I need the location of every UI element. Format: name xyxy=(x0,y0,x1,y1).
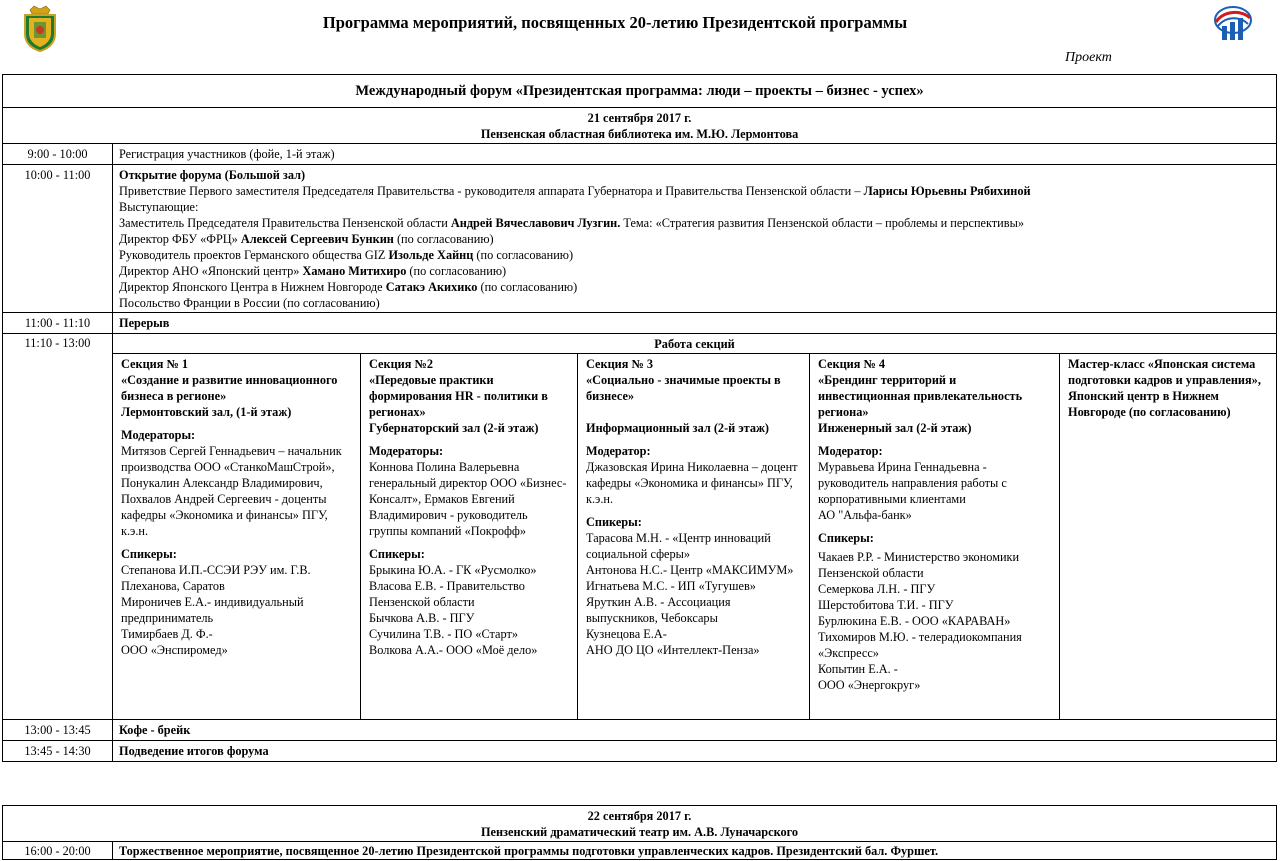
speaker-note: (по согласованию) xyxy=(477,280,578,294)
master-class xyxy=(1060,354,1277,720)
break-text: Перерыв xyxy=(113,313,1277,334)
table-row xyxy=(3,313,1277,334)
coffee-time: 13:00 - 13:45 xyxy=(3,720,113,741)
speaker-role: Директор Японского Центра в Нижнем Новгороде xyxy=(119,280,386,294)
moderators-list: Митязов Сергей Геннадьевич – начальник производства ООО «СтанкоМашСтрой», Понукалин Александр Владимирович, Похвалов Андрей Сергеевич - доценты кафедры «Экономика и финансы» ПГУ, к.э.н. xyxy=(121,444,342,538)
speaker-name: Изольде Хайнц xyxy=(388,248,474,262)
day2-date: 22 сентября 2017 г. xyxy=(587,809,692,823)
table-row xyxy=(3,144,1277,165)
opening-greeting xyxy=(119,183,1270,199)
speaker-topic: Тема: «Стратегия развития Пензенской области – проблемы и перспективы» xyxy=(620,216,1024,230)
speaker-line xyxy=(119,263,1270,279)
section-heading: Секция № 3 «Социально - значимые проекты в бизнесе» Информационный зал (2-й этаж) xyxy=(586,357,781,435)
speaker-name: Хамано Митихиро xyxy=(302,264,407,278)
opening-details xyxy=(113,165,1277,313)
speakers-list: Чакаев Р.Р. - Министерство экономики Пензенской области Семеркова Л.Н. - ПГУ Шерстобитова Т.И. - ПГУ Бурлюкина Е.В. - ООО «КАРАВАН» Тихомиров М.Ю. - телерадиокомпания «Экспресс» Копытин Е.А. - ООО «Энергокруг» xyxy=(818,550,1022,692)
break-time: 11:00 - 11:10 xyxy=(3,313,113,334)
moderators-label: Модератор: xyxy=(586,444,651,458)
sections-row xyxy=(3,354,1277,720)
table-row xyxy=(3,842,1277,860)
speakers-list: Брыкина Ю.А. - ГК «Русмолко» Власова Е.В. - Правительство Пензенской области Бычкова А.В. - ПГУ Сучилина Т.В. - ПО «Старт» Волкова А.А.- ООО «Моё дело» xyxy=(369,563,538,657)
greeting-text: Приветствие Первого заместителя Председателя Правительства - руководителя аппарата Губернатора и Правительства Пензенской области – xyxy=(119,184,864,198)
summary-text: Подведение итогов форума xyxy=(113,741,1277,762)
presidential-program-logo-icon xyxy=(1208,4,1258,44)
speakers-label: Спикеры: xyxy=(369,547,425,561)
day1-date: 21 сентября 2017 г. xyxy=(587,111,692,125)
section-heading: Секция № 4 «Брендинг территорий и инвестиционная привлекательность региона» Инженерный зал (2-й этаж) xyxy=(818,357,1023,435)
forum-schedule-table xyxy=(2,74,1277,762)
day2-venue: Пензенский драматический театр им. А.В. Луначарского xyxy=(480,825,799,839)
forum-title: Международный форум «Президентская программа: люди – проекты – бизнес - успех» xyxy=(3,75,1277,108)
day1-header xyxy=(3,108,1277,144)
registration-time: 9:00 - 10:00 xyxy=(3,144,113,165)
sections-title: Работа секций xyxy=(113,334,1277,354)
page-title: Программа мероприятий, посвященных 20-летию Президентской программы xyxy=(322,13,908,32)
speaker-name: Сатакэ Акихико xyxy=(385,280,478,294)
table-row xyxy=(3,334,1277,354)
table-row xyxy=(3,741,1277,762)
table-row xyxy=(3,165,1277,313)
gala-text: Торжественное мероприятие, посвященное 20-летию Президентской программы подготовки управленческих кадров. Президентский бал. Фуршет. xyxy=(113,842,1277,860)
day1-venue: Пензенская областная библиотека им. М.Ю. Лермонтова xyxy=(480,127,799,141)
moderators-list: Коннова Полина Валерьевна генеральный директор ООО «Бизнес-Консалт», Ермаков Евгений Владимирович - руководитель группы компаний «Покрофф» xyxy=(369,460,567,538)
section-heading: Секция № 1 «Создание и развитие инновационного бизнеса в регионе» Лермонтовский зал, (1-й этаж) xyxy=(121,357,338,419)
coffee-text: Кофе - брейк xyxy=(113,720,1277,741)
speakers-label: Выступающие: xyxy=(119,200,199,214)
speaker-note: (по согласованию) xyxy=(406,264,507,278)
day2-header xyxy=(3,806,1277,842)
section-1 xyxy=(113,354,361,720)
speakers-label: Спикеры: xyxy=(818,531,874,545)
summary-time: 13:45 - 14:30 xyxy=(3,741,113,762)
speaker-line xyxy=(119,215,1270,231)
moderators-label: Модераторы: xyxy=(369,444,444,458)
speaker-role: Руководитель проектов Германского общества GIZ xyxy=(119,248,389,262)
speaker-role: Директор АНО «Японский центр» xyxy=(119,264,303,278)
speakers-list: Тарасова М.Н. - «Центр инноваций социальной сферы» Антонова Н.С.- Центр «МАКСИМУМ» Игнатьева М.С. - ИП «Тугушев» Яруткин А.В. - Ассоциация выпускников, Чебоксары Кузнецова Е.А- АНО ДО ЦО «Интеллект-Пенза» xyxy=(586,531,794,657)
speaker-note: (по согласованию) xyxy=(393,232,494,246)
section-2 xyxy=(361,354,578,720)
sections-time: 11:10 - 13:00 xyxy=(3,334,113,720)
registration-text: Регистрация участников (фойе, 1-й этаж) xyxy=(113,144,1277,165)
section-3 xyxy=(578,354,810,720)
speaker-name: Андрей Вячеславович Лузгин. xyxy=(450,216,621,230)
opening-time: 10:00 - 11:00 xyxy=(3,165,113,313)
section-heading: Мастер-класс «Японская система подготовки кадров и управления», Японский центр в Нижнем Новгороде (по согласованию) xyxy=(1068,357,1261,419)
moderators-label: Модератор: xyxy=(818,444,883,458)
table-row xyxy=(3,720,1277,741)
speakers-list: Степанова И.П.-ССЭИ РЭУ им. Г.В. Плеханова, Саратов Мироничев Е.А.- индивидуальный предприниматель Тимирбаев Д. Ф.- ООО «Энспиромед» xyxy=(121,563,311,657)
speaker-line xyxy=(119,279,1270,295)
section-4 xyxy=(810,354,1060,720)
speaker-line xyxy=(119,231,1270,247)
section-heading: Секция №2 «Передовые практики формирования HR - политики в регионах» Губернаторский зал (2-й этаж) xyxy=(369,357,548,435)
speaker-line xyxy=(119,247,1270,263)
gala-time: 16:00 - 20:00 xyxy=(3,842,113,860)
speaker-name: Алексей Сергеевич Бункин xyxy=(240,232,394,246)
speaker-role: Директор ФБУ «ФРЦ» xyxy=(119,232,241,246)
speakers-label: Спикеры: xyxy=(586,515,642,529)
opening-title: Открытие форума (Большой зал) xyxy=(119,168,306,182)
speaker-line: Посольство Франции в России (по согласованию) xyxy=(119,296,380,310)
moderators-list: Муравьева Ирина Геннадьевна - руководитель направления работы с корпоративными клиентами АО "Альфа-банк» xyxy=(818,460,1007,522)
speakers-label: Спикеры: xyxy=(121,547,177,561)
speaker-role: Заместитель Председателя Правительства Пензенской области xyxy=(119,216,451,230)
speaker-note: (по согласованию) xyxy=(473,248,574,262)
project-label: Проект xyxy=(1065,50,1112,65)
greeting-name: Ларисы Юрьевны Рябихиной xyxy=(863,184,1031,198)
day2-schedule-table xyxy=(2,805,1277,860)
moderators-label: Модераторы: xyxy=(121,428,196,442)
moderators-list: Джазовская Ирина Николаевна – доцент кафедры «Экономика и финансы» ПГУ, к.э.н. xyxy=(586,460,798,506)
